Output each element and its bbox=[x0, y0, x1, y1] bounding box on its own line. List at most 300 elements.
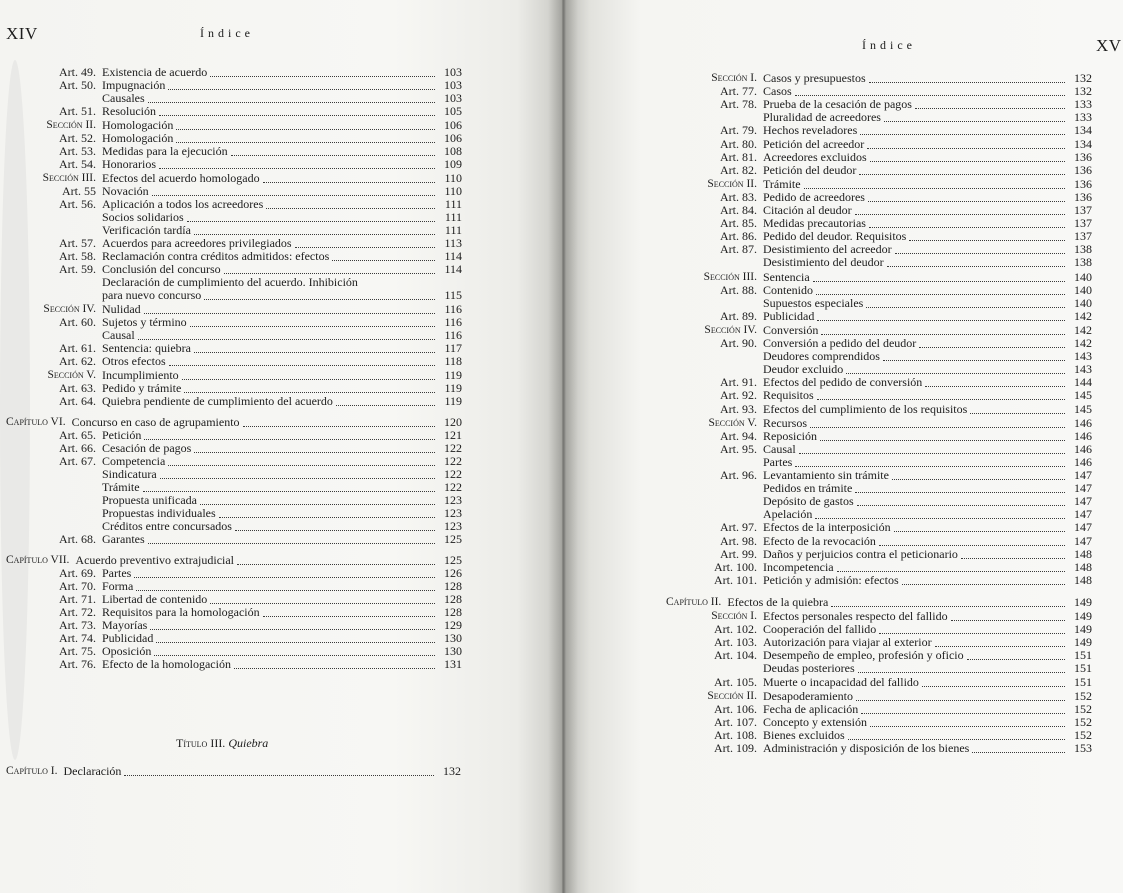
leader-dots bbox=[837, 565, 1065, 572]
toc-entry bbox=[6, 507, 462, 520]
titulo-name: Quiebra bbox=[228, 736, 269, 750]
entry-title: Honorarios bbox=[102, 157, 156, 171]
entry-title: Otros efectos bbox=[102, 354, 166, 368]
leader-dots bbox=[925, 380, 1065, 387]
entry-title: Declaración bbox=[63, 764, 122, 778]
entry-label: Art. 59. bbox=[59, 262, 96, 276]
entry-label: Art. 105. bbox=[714, 674, 757, 689]
entry-label: Sección V. bbox=[47, 369, 96, 381]
leader-dots bbox=[150, 623, 435, 630]
entry-page: 149 bbox=[1074, 622, 1092, 637]
leader-dots bbox=[887, 260, 1065, 267]
toc-entry bbox=[666, 151, 1092, 164]
entry-title: Apelación bbox=[763, 507, 813, 522]
entry-page: 148 bbox=[1074, 572, 1092, 587]
toc-entry bbox=[666, 363, 1092, 376]
entry-page: 147 bbox=[1074, 533, 1092, 548]
entry-page: 145 bbox=[1074, 401, 1092, 416]
entry-label: Art. 51. bbox=[59, 104, 96, 118]
entry-title: Efectos personales respecto del fallido bbox=[763, 609, 948, 623]
titulo-heading bbox=[176, 736, 268, 751]
toc-entry bbox=[666, 676, 1092, 689]
entry-title: Supuestos especiales bbox=[763, 295, 864, 310]
leader-dots bbox=[909, 234, 1065, 241]
entry-label: Art. 91. bbox=[720, 375, 757, 390]
toc-section-heading bbox=[686, 610, 1092, 623]
entry-label: Art. 60. bbox=[59, 315, 96, 329]
entry-title: Competencia bbox=[102, 454, 166, 468]
leader-dots bbox=[231, 149, 435, 156]
entry-label: Art. 74. bbox=[59, 631, 96, 645]
entry-page: 149 bbox=[1074, 594, 1092, 609]
entry-page: 140 bbox=[1074, 269, 1092, 284]
leader-dots bbox=[815, 512, 1065, 519]
entry-page: 136 bbox=[1074, 162, 1092, 177]
entry-label: Sección II. bbox=[707, 177, 757, 190]
entry-page: 147 bbox=[1074, 481, 1092, 496]
entry-label: Art. 86. bbox=[720, 229, 757, 244]
entry-label: Sección I. bbox=[711, 610, 757, 622]
leader-dots bbox=[144, 433, 435, 440]
leader-dots bbox=[859, 168, 1065, 175]
leader-dots bbox=[915, 102, 1065, 109]
entry-page: 152 bbox=[1074, 688, 1092, 703]
entry-page: 140 bbox=[1074, 295, 1092, 310]
entry-title: Nulidad bbox=[102, 302, 141, 316]
entry-title: Pedido y trámite bbox=[102, 381, 182, 395]
toc-entry bbox=[666, 337, 1092, 350]
toc-entry bbox=[6, 494, 462, 507]
entry-title: Socios solidarios bbox=[102, 210, 184, 224]
entry-page: 130 bbox=[444, 644, 462, 658]
entry-title: Incumplimiento bbox=[102, 368, 179, 382]
entry-page: 110 bbox=[444, 171, 462, 185]
leader-dots bbox=[134, 571, 435, 578]
entry-title: Conversión a pedido del deudor bbox=[763, 336, 917, 350]
entry-title: Homologación bbox=[102, 118, 174, 132]
leader-dots bbox=[804, 182, 1065, 189]
entry-title: Deudor excluido bbox=[763, 362, 844, 377]
entry-page: 148 bbox=[1074, 546, 1092, 561]
entry-title: Muerte o incapacidad del fallido bbox=[763, 674, 919, 689]
book-gutter bbox=[548, 0, 578, 893]
entry-label: Art. 66. bbox=[59, 441, 96, 455]
entry-page: 111 bbox=[444, 210, 462, 224]
toc-entry bbox=[666, 729, 1092, 742]
leader-dots bbox=[813, 275, 1065, 282]
entry-page: 140 bbox=[1074, 282, 1092, 297]
entry-title: Desistimiento del acreedor bbox=[763, 242, 892, 257]
entry-page: 142 bbox=[1074, 308, 1092, 323]
toc-entry bbox=[6, 211, 462, 224]
entry-page: 147 bbox=[1074, 520, 1092, 535]
entry-label: Art. 75. bbox=[59, 644, 96, 658]
entry-page: 138 bbox=[1074, 255, 1092, 270]
entry-label: Sección III. bbox=[703, 270, 757, 283]
entry-label: Art. 70. bbox=[59, 579, 96, 593]
entry-label: Art. 49. bbox=[59, 65, 96, 79]
entry-page: 149 bbox=[1074, 635, 1092, 650]
entry-page: 119 bbox=[444, 394, 462, 408]
leader-dots bbox=[861, 707, 1065, 714]
entry-title: Concurso en caso de agrupamiento bbox=[71, 415, 240, 429]
leader-dots bbox=[831, 600, 1065, 607]
toc-entry bbox=[666, 548, 1092, 561]
entry-title: Mayorías bbox=[102, 618, 148, 632]
entry-title: Quiebra pendiente de cumplimiento del acuerdo bbox=[102, 394, 333, 408]
toc-entry bbox=[666, 508, 1092, 521]
leader-dots bbox=[892, 473, 1065, 480]
entry-title: Causal bbox=[102, 328, 135, 342]
entry-label: Capítulo VII. bbox=[6, 554, 70, 566]
entry-label: Art. 77. bbox=[720, 84, 757, 99]
entry-label: Art. 53. bbox=[59, 144, 96, 158]
entry-title: Administración y disposición de los bienes bbox=[763, 741, 970, 755]
leader-dots bbox=[799, 447, 1065, 454]
entry-page: 134 bbox=[1074, 123, 1092, 138]
entry-title: Efectos del cumplimiento de los requisitos bbox=[763, 401, 968, 416]
entry-title: Impugnación bbox=[102, 78, 166, 92]
toc-section-heading bbox=[686, 271, 1092, 284]
entry-label: Art. 102. bbox=[714, 622, 757, 637]
entry-page: 151 bbox=[1074, 674, 1092, 689]
entry-page: 114 bbox=[444, 249, 462, 263]
leader-dots bbox=[148, 96, 435, 103]
leader-dots bbox=[857, 499, 1065, 506]
entry-title: Sentencia bbox=[763, 269, 810, 284]
toc-entry bbox=[666, 243, 1092, 256]
entry-page: 123 bbox=[444, 493, 462, 507]
entry-title: Bienes excluidos bbox=[763, 727, 845, 742]
toc-section-heading bbox=[686, 417, 1092, 430]
entry-label: Art. 87. bbox=[720, 242, 757, 257]
entry-page: 149 bbox=[1074, 609, 1092, 623]
leader-dots bbox=[187, 215, 435, 222]
toc-entry bbox=[666, 138, 1092, 151]
leader-dots bbox=[848, 733, 1065, 740]
entry-page: 130 bbox=[444, 631, 462, 645]
entry-title: Concepto y extensión bbox=[763, 714, 867, 729]
leader-dots bbox=[237, 558, 435, 565]
toc-section-heading bbox=[686, 178, 1092, 191]
leader-dots bbox=[332, 254, 435, 261]
entry-label: Art. 89. bbox=[720, 308, 757, 323]
leader-dots bbox=[143, 485, 435, 492]
toc-cont-heading bbox=[6, 276, 462, 289]
entry-title: Acuerdos para acreedores privilegiados bbox=[102, 236, 292, 250]
entry-label: Art. 104. bbox=[714, 648, 757, 663]
toc-entry bbox=[666, 310, 1092, 323]
leader-dots bbox=[855, 486, 1065, 493]
entry-label: Art. 57. bbox=[59, 236, 96, 250]
running-head-right: Índice bbox=[862, 38, 916, 52]
leader-dots bbox=[867, 142, 1065, 149]
leader-dots bbox=[234, 662, 435, 669]
entry-label: Art. 79. bbox=[720, 123, 757, 138]
entry-title: Petición del acreedor bbox=[763, 136, 865, 151]
entry-label: Art. 95. bbox=[720, 441, 757, 456]
toc-entry bbox=[666, 164, 1092, 177]
leader-dots bbox=[866, 301, 1065, 308]
entry-page: 105 bbox=[444, 104, 462, 118]
entry-title: Casos bbox=[763, 84, 792, 99]
entry-title: Causal bbox=[763, 441, 796, 456]
entry-page: 146 bbox=[1074, 428, 1092, 443]
toc-entry bbox=[666, 742, 1092, 755]
entry-title: para nuevo concurso bbox=[102, 288, 202, 302]
leader-dots bbox=[156, 636, 435, 643]
entry-page: 133 bbox=[1074, 110, 1092, 125]
entry-title: Citación al deudor bbox=[763, 203, 852, 217]
entry-page: 111 bbox=[444, 197, 462, 211]
leader-dots bbox=[361, 281, 435, 287]
toc-chapter-heading bbox=[666, 596, 1092, 609]
toc-entry bbox=[6, 79, 462, 92]
entry-page: 151 bbox=[1074, 661, 1092, 676]
entry-page: 113 bbox=[444, 236, 462, 250]
leader-dots bbox=[869, 221, 1065, 228]
entry-title: Deudores comprendidos bbox=[763, 349, 880, 364]
right-page bbox=[562, 0, 1123, 893]
entry-title: Homologación bbox=[102, 131, 174, 145]
entry-label: Art. 98. bbox=[720, 533, 757, 548]
leader-dots bbox=[204, 293, 435, 300]
entry-title: Garantes bbox=[102, 532, 145, 546]
entry-page: 125 bbox=[444, 553, 462, 567]
toc-section-heading bbox=[686, 690, 1092, 703]
toc-entry bbox=[6, 468, 462, 481]
entry-page: 116 bbox=[444, 315, 462, 329]
entry-title: Autorización para viajar al exterior bbox=[763, 635, 932, 650]
leader-dots bbox=[795, 89, 1065, 96]
toc-entry bbox=[6, 395, 462, 408]
entry-title: Trámite bbox=[763, 176, 801, 191]
entry-page: 108 bbox=[444, 144, 462, 158]
entry-page: 136 bbox=[1074, 176, 1092, 191]
entry-title: Declaración de cumplimiento del acuerdo. Inhibición bbox=[102, 275, 358, 289]
entry-page: 138 bbox=[1074, 242, 1092, 257]
leader-dots bbox=[869, 76, 1065, 83]
entry-title: Medidas para la ejecución bbox=[102, 144, 228, 158]
entry-title: Petición del deudor bbox=[763, 162, 857, 177]
leader-dots bbox=[190, 320, 435, 327]
entry-title: Requisitos bbox=[763, 388, 814, 403]
leader-dots bbox=[138, 333, 435, 340]
entry-page: 132 bbox=[443, 764, 461, 778]
entry-title: Pedidos en trámite bbox=[763, 481, 853, 496]
toc-entry bbox=[666, 284, 1092, 297]
entry-label: Art. 58. bbox=[59, 249, 96, 263]
leader-dots bbox=[860, 128, 1065, 135]
entry-label: Art. 61. bbox=[59, 341, 96, 355]
entry-title: Conclusión del concurso bbox=[102, 262, 221, 276]
leader-dots bbox=[152, 189, 435, 196]
entry-page: 152 bbox=[1074, 714, 1092, 729]
entry-page: 114 bbox=[444, 262, 462, 276]
leader-dots bbox=[235, 524, 435, 531]
entry-title: Contenido bbox=[763, 282, 813, 297]
entry-title: Efecto de la homologación bbox=[102, 657, 231, 671]
entry-label: Art. 88. bbox=[720, 282, 757, 297]
entry-title: Petición y admisión: efectos bbox=[763, 572, 899, 587]
entry-page: 132 bbox=[1074, 71, 1092, 85]
leader-dots bbox=[868, 195, 1065, 202]
entry-title: Acuerdo preventivo extrajudicial bbox=[75, 553, 235, 567]
entry-title: Efectos del pedido de conversión bbox=[763, 375, 923, 390]
toc-entry bbox=[666, 495, 1092, 508]
toc-entry bbox=[666, 662, 1092, 675]
entry-label: Art. 109. bbox=[714, 741, 757, 755]
entry-title: Pedido del deudor. Requisitos bbox=[763, 229, 907, 244]
leader-dots bbox=[148, 537, 435, 544]
entry-page: 122 bbox=[444, 441, 462, 455]
entry-page: 115 bbox=[444, 288, 462, 302]
toc-entry bbox=[666, 469, 1092, 482]
entry-label: Art. 55 bbox=[62, 184, 96, 198]
toc-entry bbox=[666, 85, 1092, 98]
entry-title: Efectos de la interposición bbox=[763, 520, 891, 535]
toc-entry bbox=[666, 574, 1092, 587]
toc-entry bbox=[666, 456, 1092, 469]
leader-dots bbox=[879, 539, 1065, 546]
toc-entry bbox=[666, 403, 1092, 416]
leader-dots bbox=[295, 241, 435, 248]
entry-label: Art. 101. bbox=[714, 572, 757, 587]
leader-dots bbox=[168, 83, 435, 90]
entry-label: Art. 90. bbox=[720, 336, 757, 350]
entry-page: 131 bbox=[444, 657, 462, 671]
leader-dots bbox=[159, 162, 435, 169]
toc-entry-declaracion bbox=[6, 765, 461, 778]
entry-page: 119 bbox=[444, 381, 462, 395]
entry-page: 103 bbox=[444, 65, 462, 79]
entry-title: Acreedores excluidos bbox=[763, 149, 867, 164]
toc-entry bbox=[666, 535, 1092, 548]
entry-page: 129 bbox=[444, 618, 462, 632]
toc-section-heading bbox=[686, 324, 1092, 337]
entry-title: Casos y presupuestos bbox=[763, 71, 866, 85]
entry-page: 126 bbox=[444, 566, 462, 580]
entry-page: 123 bbox=[444, 506, 462, 520]
entry-label: Art. 67. bbox=[59, 454, 96, 468]
entry-label: Art. 92. bbox=[720, 388, 757, 403]
entry-label: Sección IV. bbox=[704, 323, 757, 336]
entry-label: Art. 76. bbox=[59, 657, 96, 671]
leader-dots bbox=[160, 472, 435, 479]
entry-page: 106 bbox=[444, 118, 462, 132]
leader-dots bbox=[336, 399, 435, 406]
entry-page: 144 bbox=[1074, 375, 1092, 390]
entry-title: Novación bbox=[102, 184, 149, 198]
leader-dots bbox=[184, 386, 435, 393]
entry-label: Art. 96. bbox=[720, 468, 757, 482]
leader-dots bbox=[895, 247, 1065, 254]
leader-dots bbox=[810, 421, 1065, 428]
entry-label: Sección III. bbox=[42, 172, 96, 184]
entry-title: Pedido de acreedores bbox=[763, 189, 865, 204]
leader-dots bbox=[879, 627, 1065, 634]
leader-dots bbox=[194, 446, 435, 453]
leader-dots bbox=[169, 359, 435, 366]
entry-page: 111 bbox=[444, 223, 462, 237]
leader-dots bbox=[224, 267, 435, 274]
leader-dots bbox=[817, 393, 1065, 400]
toc-entry bbox=[666, 389, 1092, 402]
entry-label: Art. 52. bbox=[59, 131, 96, 145]
entry-title: Fecha de aplicación bbox=[763, 701, 859, 716]
leader-dots bbox=[124, 769, 434, 776]
toc-entry bbox=[6, 158, 462, 171]
toc-entry bbox=[666, 297, 1092, 310]
leader-dots bbox=[922, 680, 1065, 687]
entry-page: 137 bbox=[1074, 229, 1092, 244]
entry-label: Art. 100. bbox=[714, 559, 757, 574]
entry-label: Art. 82. bbox=[720, 162, 757, 177]
entry-title: Publicidad bbox=[102, 631, 154, 645]
entry-page: 122 bbox=[444, 467, 462, 481]
entry-page: 151 bbox=[1074, 648, 1092, 663]
leader-dots bbox=[210, 70, 435, 77]
toc-section-heading bbox=[686, 72, 1092, 85]
entry-page: 122 bbox=[444, 480, 462, 494]
entry-title: Aplicación a todos los acreedores bbox=[102, 197, 264, 211]
leader-dots bbox=[194, 228, 435, 235]
entry-page: 153 bbox=[1074, 741, 1092, 755]
entry-title: Desempeño de empleo, profesión y oficio bbox=[763, 648, 964, 663]
entry-label: Art. 93. bbox=[720, 401, 757, 416]
entry-title: Petición bbox=[102, 428, 142, 442]
leader-dots bbox=[919, 341, 1065, 348]
entry-label: Art. 97. bbox=[720, 520, 757, 535]
entry-page: 119 bbox=[444, 368, 462, 382]
toc-entry bbox=[6, 105, 462, 118]
entry-label: Art. 84. bbox=[720, 203, 757, 217]
entry-title: Desistimiento del deudor bbox=[763, 255, 884, 270]
page-folio-left: XIV bbox=[6, 24, 38, 43]
entry-title: Reclamación contra créditos admitidos: efectos bbox=[102, 249, 330, 263]
toc-entry bbox=[666, 649, 1092, 662]
leader-dots bbox=[795, 460, 1065, 467]
toc-entry bbox=[666, 561, 1092, 574]
entry-title: Sentencia: quiebra bbox=[102, 341, 191, 355]
entry-title: Oposición bbox=[102, 644, 152, 658]
entry-title: Deudas posteriores bbox=[763, 661, 855, 676]
entry-title: Resolución bbox=[102, 104, 156, 118]
leader-dots bbox=[858, 666, 1065, 673]
entry-page: 116 bbox=[444, 302, 462, 316]
entry-title: Depósito de gastos bbox=[763, 494, 854, 509]
entry-page: 136 bbox=[1074, 149, 1092, 164]
toc-entry bbox=[6, 481, 462, 494]
entry-page: 109 bbox=[444, 157, 462, 171]
leader-dots bbox=[182, 373, 435, 380]
entry-page: 118 bbox=[444, 354, 462, 368]
entry-label: Art. 68. bbox=[59, 532, 96, 546]
entry-page: 147 bbox=[1074, 468, 1092, 482]
leader-dots bbox=[154, 649, 435, 656]
entry-page: 142 bbox=[1074, 322, 1092, 337]
toc-entry bbox=[666, 376, 1092, 389]
leader-dots bbox=[176, 123, 435, 130]
toc-entry bbox=[666, 230, 1092, 243]
entry-page: 136 bbox=[1074, 189, 1092, 204]
toc-entry bbox=[6, 316, 462, 329]
entry-title: Recursos bbox=[763, 415, 807, 430]
entry-title: Propuesta unificada bbox=[102, 493, 197, 507]
entry-label: Art. 85. bbox=[720, 216, 757, 231]
entry-title: Verificación tardía bbox=[102, 223, 191, 237]
running-head-left: Índice bbox=[200, 26, 254, 40]
